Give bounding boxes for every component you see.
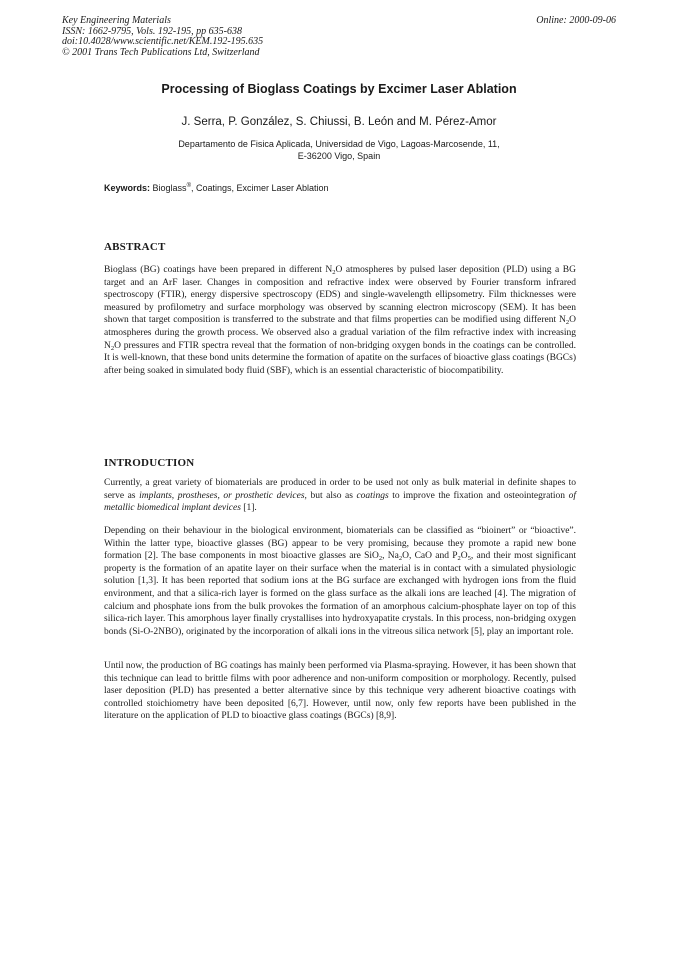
registered-mark: ® [186, 183, 191, 189]
paper-title: Processing of Bioglass Coatings by Excimer Laser Ablation [161, 82, 517, 96]
doi-line: doi:10.4028/www.scientific.net/KEM.192-195.635 [62, 36, 264, 47]
intro-paragraph-3: Until now, the production of BG coatings has mainly been performed via Plasma-spraying. However, it has been shown that this technique can lead to brittle films with poor adherence and non-uniform composition or morphology. Recently, pulsed laser deposition (PLD) has presented a better alternative since by this technique very adherent bioactive coatings with controlled stoichiometry have been deposited [6,7]. However, until now, only few reports have been published in the literature on the application of PLD to bioactive glass coatings (BGCs) [8,9]. [104, 661, 576, 722]
copyright-line: © 2001 Trans Tech Publications Ltd, Switzerland [62, 46, 260, 58]
online-date: Online: 2000-09-06 [536, 15, 616, 26]
intro-paragraph-1: Currently, a great variety of biomaterials are produced in order to be used not only as bulk material in definite shapes to serve as implants, prostheses, or prosthetic devices, but also as coatings to improve the fixation and osteointegration of metallic biomedical implant devices [1]. [104, 478, 576, 514]
introduction-heading: INTRODUCTION [104, 457, 195, 469]
abstract-heading: ABSTRACT [104, 241, 166, 253]
keywords-rest: , Coatings, Excimer Laser Ablation [190, 183, 329, 193]
keyword-bioglass: Bioglass [152, 183, 187, 193]
affiliation [0, 139, 678, 162]
keywords-label: Keywords: [104, 183, 151, 193]
header-left [62, 16, 263, 58]
issn-line: ISSN: 1662-9795, Vols. 192-195, pp 635-638 [62, 25, 242, 37]
abstract-text: Bioglass (BG) coatings have been prepared in different $N_2O$ atmospheres by pulsed laser deposition (PLD) using a BG target and an ArF laser. Changes in composition and refractive index were observed by Fourier transform infrared spectroscopy (FTIR), energy dispersive spectroscopy (EDS) and single-wavelength ellipsometry. Film thicknesses were measured by profilometry and surface morphology was observed by scanning electron microscopy (SEM). It has been shown that target composition is transferred to the substrate and that films properties can be modified using different $N_2O$ atmospheres during the growth process. We observed also a gradual variation of the film refractive index with increasing $N_2O$ pressures and FTIR spectra reveal that the formation of non-bridging oxygen bonds in the coatings can be controlled. It is well-known, that these bond units determine the formation of apatite on the surfaces of bioactive glass coatings (BGCs) after being soaked in simulated body fluid (SBF), which is an essential characteristic of biocompatibility. [104, 265, 576, 376]
keywords [104, 183, 329, 193]
affiliation-line-2: E-36200 Vigo, Spain [297, 150, 381, 161]
author-list: J. Serra, P. González, S. Chiussi, B. León and M. Pérez-Amor [181, 116, 497, 128]
affiliation-line-1: Departamento de Fisica Aplicada, Universidad de Vigo, Lagoas-Marcosende, 11, [178, 139, 500, 149]
journal-name: Key Engineering Materials [62, 15, 171, 26]
intro-paragraph-2: Depending on their behaviour in the biological environment, biomaterials can be classified as “bioinert” or “bioactive”. Within the latter type, bioactive glasses (BG) appear to be very promising, because they promote a rapid new bone formation [2]. The base components in most bioactive glasses are SiO$_2$, $Na_2O$, CaO and $P_2O_5$, and their most significant property is the formation of an apatite layer on their surface when the material is in contact with a simulated physiologic solution [1,3]. It has been reported that sodium ions at the BG surface are exchanged with hydrogen ions from the fluid environment, and that a silica-rich layer is formed on the glass surface as the alkali ions are leached [4]. The migration of calcium and phosphate ions from the bulk provokes the formation of an amorphous calcium-phosphate layer on top of this silica-rich layer. This amorphous layer finally crystallises into hydroxyapatite crystals. In this process, non-bridging oxygen bonds (Si-O-2NBO), originated by the incorporation of alkali ions in the vitreous silica network [5], play an important role. [104, 526, 577, 637]
